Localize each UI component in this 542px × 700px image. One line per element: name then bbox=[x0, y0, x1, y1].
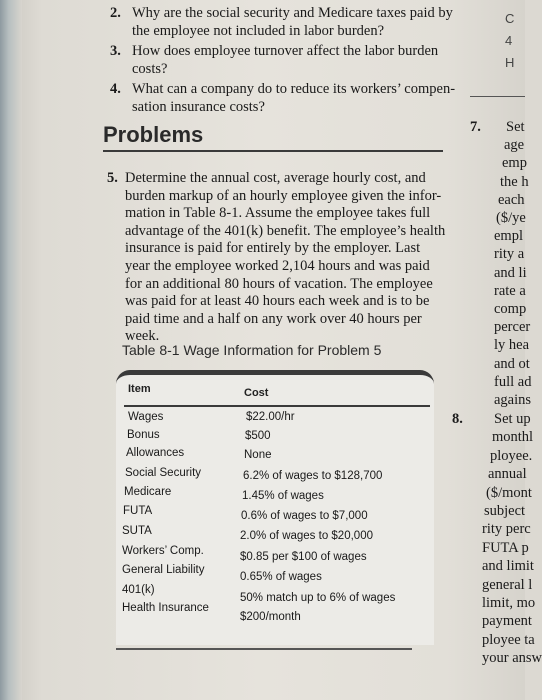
table-cell-item: Social Security bbox=[125, 467, 202, 479]
table-cell-cost: $500 bbox=[245, 429, 271, 442]
table-cell-cost: 0.65% of wages bbox=[240, 571, 322, 584]
table-caption: Table 8-1 Wage Information for Problem 5 bbox=[122, 342, 382, 358]
fragment-text-line: general l bbox=[482, 576, 533, 593]
table-cell-cost: None bbox=[244, 448, 272, 461]
problem-number: 5. bbox=[107, 170, 118, 186]
table-cell-item: 401(k) bbox=[122, 584, 155, 596]
fragment-text-line: agains bbox=[494, 392, 532, 408]
fragment-text-line: ($/mont bbox=[486, 484, 532, 501]
fragment-text-line: monthl bbox=[492, 429, 534, 446]
fragment-text-line: Set up bbox=[494, 411, 531, 427]
divider bbox=[124, 405, 430, 407]
fragment-text-line: payment bbox=[482, 613, 532, 630]
question-item bbox=[110, 80, 470, 116]
column-header-item: Item bbox=[128, 383, 151, 395]
table-cell-cost: 6.2% of wages to $128,700 bbox=[243, 469, 383, 482]
problem-5 bbox=[107, 170, 447, 346]
question-number: 4. bbox=[110, 81, 121, 97]
fragment-text-line: age bbox=[504, 137, 525, 154]
table-cell-cost: $0.85 per $100 of wages bbox=[240, 551, 367, 564]
table-cell-item: Allowances bbox=[126, 447, 185, 459]
table-cell-cost: $22.00/hr bbox=[246, 411, 295, 423]
fragment-text-line: emp bbox=[502, 155, 527, 172]
problem-text: Determine the annual cost, average hourly cost, and burden markup of an hourly employee given the infor-mation in Table 8-1. Assume the employee takes full advantage of the 401(k) benefit. The employee’s health insurance is paid for entirely by the employer. Last year the employee worked 2,104 hours and was paid for an additional 80 hours of vacation. The employee was paid for at least 40 hours each week and is to be paid time and a half on any work over 40 hours per week. bbox=[125, 170, 446, 345]
divider bbox=[103, 150, 443, 152]
fragment-text-line: subject bbox=[484, 503, 526, 519]
table-cell-item: Workers’ Comp. bbox=[122, 545, 204, 557]
table-cell-cost: 2.0% of wages to $20,000 bbox=[240, 530, 373, 543]
fragment-text-line: and li bbox=[494, 264, 527, 281]
question-number: 2. bbox=[110, 5, 121, 21]
divider bbox=[470, 96, 525, 97]
fragment-text-line: empl bbox=[494, 228, 523, 245]
table-cell-cost: 50% match up to 6% of wages bbox=[240, 592, 396, 605]
fragment-text-line: ($/ye bbox=[496, 210, 526, 226]
fragment-text-line: each bbox=[498, 191, 525, 208]
fragment-text-line: full ad bbox=[494, 373, 532, 390]
fragment-text-line: ly hea bbox=[494, 337, 530, 354]
fragment-text-line: percer bbox=[494, 319, 531, 336]
table-cell-item: Medicare bbox=[124, 486, 172, 498]
table-cell-item: SUTA bbox=[122, 525, 152, 537]
question-number: 3. bbox=[110, 43, 121, 59]
review-questions bbox=[110, 4, 470, 118]
fragment-text-line: annual bbox=[488, 466, 527, 483]
question-text: What can a company do to reduce its workers’ compen-sation insurance costs? bbox=[132, 81, 456, 115]
table-cell-cost: $200/month bbox=[240, 611, 301, 623]
fragment-text-line: the h bbox=[500, 173, 529, 190]
fragment-text-line: comp bbox=[494, 301, 527, 317]
fragment-letter: 4 bbox=[505, 33, 513, 48]
problem-number: 7. bbox=[470, 119, 481, 135]
problem-number: 8. bbox=[452, 411, 463, 427]
table-cell-item: Bonus bbox=[127, 429, 160, 441]
adjacent-page-fragment bbox=[505, 8, 514, 74]
table-cell-cost: 0.6% of wages to $7,000 bbox=[241, 509, 368, 522]
fragment-text-line: ployee ta bbox=[482, 631, 535, 648]
section-title: Problems bbox=[103, 122, 204, 147]
question-item bbox=[110, 4, 470, 40]
fragment-text-line: and limit bbox=[482, 558, 534, 575]
question-text: How does employee turnover affect the labor burden costs? bbox=[132, 43, 439, 77]
table-cell-item: Wages bbox=[128, 411, 164, 423]
page-binding-edge bbox=[0, 0, 22, 700]
table-cell-cost: 1.45% of wages bbox=[242, 489, 324, 502]
wage-table bbox=[116, 370, 434, 645]
fragment-text-line: rity a bbox=[494, 246, 525, 263]
fragment-text-line: rate a bbox=[494, 282, 526, 299]
fragment-text-line: your answ bbox=[482, 650, 542, 667]
question-text: Why are the social security and Medicare taxes paid by the employee not included in labor burden? bbox=[132, 5, 453, 39]
question-item bbox=[110, 42, 470, 78]
fragment-text-line: FUTA p bbox=[482, 539, 529, 556]
table-cell-item: General Liability bbox=[122, 564, 205, 576]
divider bbox=[116, 648, 412, 650]
table-cell-item: FUTA bbox=[123, 505, 153, 517]
column-header-cost: Cost bbox=[244, 387, 269, 399]
fragment-text-line: limit, mo bbox=[482, 595, 536, 611]
fragment-text-line: and ot bbox=[494, 355, 530, 372]
fragment-text-line: rity perc bbox=[482, 521, 531, 538]
fragment-letter: C bbox=[505, 11, 515, 26]
fragment-text-line: ployee. bbox=[490, 447, 533, 464]
table-cell-item: Health Insurance bbox=[122, 602, 209, 614]
fragment-letter: H bbox=[505, 55, 515, 70]
fragment-text-line: Set bbox=[506, 119, 525, 135]
